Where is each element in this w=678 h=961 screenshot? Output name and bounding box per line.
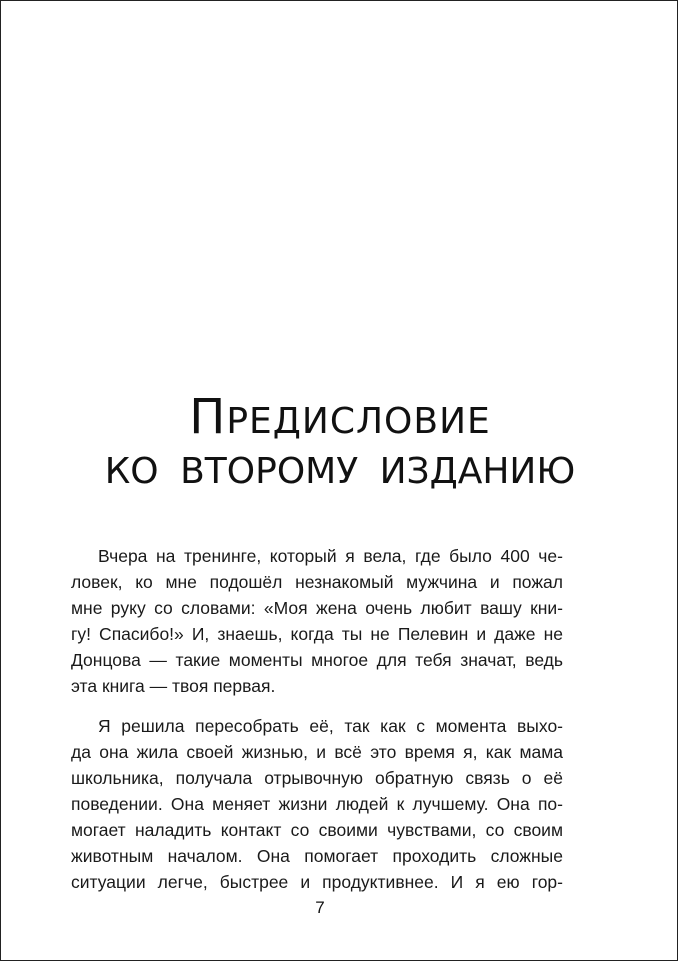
body-line: Я решила пересобрать её, так как с момента выхо-	[98, 716, 563, 736]
title-initial: П	[189, 389, 227, 445]
body-line: ситуации легче, быстрее и продуктивнее. И я ею гор-	[71, 872, 563, 892]
body-line: могает наладить контакт со своими чувствами, со своим	[71, 820, 563, 840]
title-rest: РЕДИСЛОВИЕ	[226, 401, 491, 442]
chapter-title-line-2: КО ВТОРОМУ ИЗДАНИЮ	[104, 451, 576, 492]
body-line: школьника, получала отрывочную обратную связь о её	[71, 768, 563, 788]
body-line: да она жила своей жизнью, и всё это время я, как мама	[71, 742, 563, 762]
body-line: животным началом. Она помогает проходить сложные	[71, 846, 563, 866]
body-line: Донцова — такие моменты многое для тебя значат, ведь	[71, 650, 563, 670]
body-line: Вчера на тренинге, который я вела, где было 400 че-	[98, 546, 563, 566]
body-line: мне руку со словами: «Моя жена очень любит вашу кни-	[71, 598, 563, 618]
body-line: гу! Спасибо!» И, знаешь, когда ты не Пелевин и даже не	[71, 624, 563, 644]
chapter-title-line-1	[1, 389, 678, 445]
body-line: поведении. Она меняет жизни людей к лучшему. Она по-	[71, 794, 563, 814]
body-line: эта книга — твоя первая.	[71, 676, 276, 696]
page-number: 7	[315, 898, 325, 917]
body-line: ловек, ко мне подошёл незнакомый мужчина и пожал	[71, 572, 563, 592]
